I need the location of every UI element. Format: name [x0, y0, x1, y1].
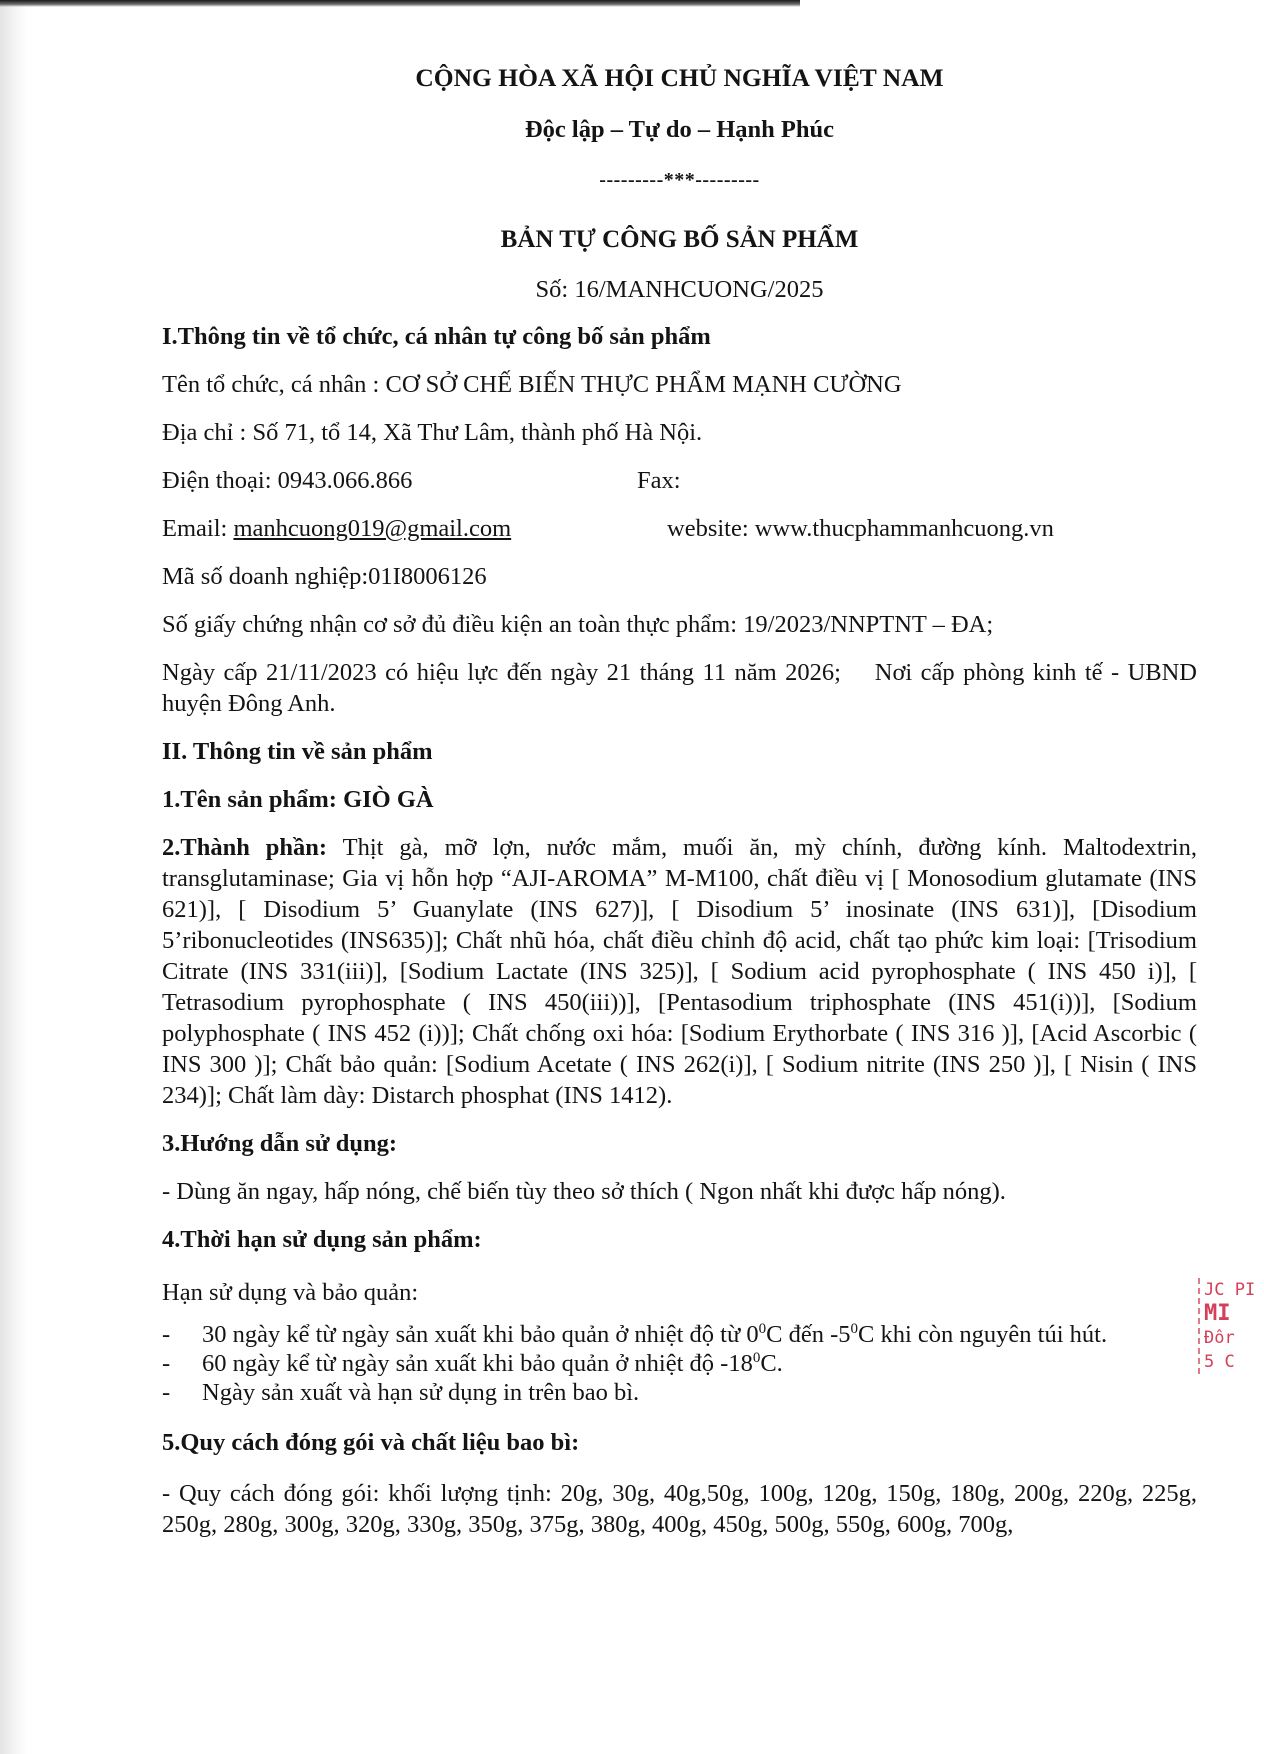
website[interactable]: website: www.thucphammanhcuong.vn — [667, 515, 1054, 542]
dash-marker: - — [162, 1350, 171, 1377]
org-name: Tên tổ chức, cá nhân : CƠ SỞ CHẾ BIẾN THỰC PHẨM MẠNH CƯỜNG — [162, 371, 902, 398]
separator: ---------***--------- — [599, 169, 760, 191]
section1-heading: I.Thông tin về tổ chức, cá nhân tự công bố sản phẩm — [162, 323, 711, 350]
red-stamp-fragment — [1198, 1278, 1264, 1374]
stamp-text: 5 C — [1204, 1352, 1235, 1372]
nation-heading: CỘNG HÒA XÃ HỘI CHỦ NGHĨA VIỆT NAM — [415, 63, 944, 92]
document-title: BẢN TỰ CÔNG BỐ SẢN PHẨM — [500, 226, 859, 253]
list-item — [162, 1349, 1197, 1378]
list-item — [162, 1378, 1197, 1407]
shelf-life-heading: 4.Thời hạn sử dụng sản phẩm: — [162, 1226, 482, 1253]
item-text: C. — [760, 1350, 783, 1377]
dash-marker: - — [162, 1321, 171, 1348]
product-name: 1.Tên sản phẩm: GIÒ GÀ — [162, 786, 434, 813]
phone: Điện thoại: 0943.066.866 — [162, 467, 413, 494]
stamp-text: Đôr — [1204, 1328, 1235, 1348]
item-text: C đến -5 — [766, 1321, 851, 1348]
packaging-text: - Quy cách đóng gói: khối lượng tịnh: 20g, 30g, 40g,50g, 100g, 120g, 150g, 180g, 200g, 220g, 225g, 250g, 280g, 300g, 320g, 330g, 350g, 375g, 380g, 400g, 450g, 500g, 550g, 600g, 700g, — [162, 1480, 1197, 1538]
document-number: Số: 16/MANHCUONG/2025 — [535, 276, 824, 303]
degree-sup: 0 — [752, 1349, 761, 1366]
degree-sup: 0 — [850, 1320, 859, 1337]
issue-date: Ngày cấp 21/11/2023 có hiệu lực đến ngày 21 tháng 11 năm 2026; Nơi cấp phòng kinh tế - UBND huyện Đông Anh. — [162, 659, 1204, 717]
email-line — [162, 513, 667, 544]
address: Địa chỉ : Số 71, tổ 14, Xã Thư Lâm, thành phố Hà Nội. — [162, 419, 703, 446]
item-text: Ngày sản xuất và hạn sử dụng in trên bao bì. — [202, 1379, 640, 1406]
stamp-text: JC PI — [1204, 1280, 1256, 1300]
motto: Độc lập – Tự do – Hạnh Phúc — [524, 116, 834, 143]
shelf-life-subheading: Hạn sử dụng và bảo quản: — [162, 1279, 419, 1306]
ingredients-text: Thịt gà, mỡ lợn, nước mắm, muối ăn, mỳ chính, đường kính. Maltodextrin, transglutaminase; Gia vị hỗn hợp “AJI-AROMA” M-M100, chất điều vị [ Monosodium glutamate (INS 621)], [ Disodium 5’ Guanylate (INS 627)], [ Disodium 5’ inosinate (INS 631)], [Disodium 5’ribonucleotides (INS635)]; Chất nhũ hóa, chất điều chỉnh độ acid, chất tạo phức kim loại: [Trisodium Citrate (INS 331(iii)], [Sodium Lactate (INS 325)], [ Sodium acid pyrophosphate ( INS 450 i)], [ Tetrasodium pyrophosphate ( INS 450(iii))], [Pentasodium triphosphate (INS 451(i))], [Sodium polyphosphate ( INS 452 (i))]; Chất chống oxi hóa: [Sodium Erythorbate ( INS 316 )], [Acid Ascorbic ( INS 300 )]; Chất bảo quản: [Sodium Acetate ( INS 262(i)], [ Sodium nitrite (INS 250 )], [ Nisin ( INS 234)]; Chất làm dày: Distarch phosphat (INS 1412). — [162, 834, 1197, 1109]
list-item — [162, 1320, 1197, 1349]
scan-shadow-left — [0, 0, 28, 1754]
usage-heading: 3.Hướng dẫn sử dụng: — [162, 1130, 397, 1157]
contact-row-phone — [162, 465, 1197, 496]
ingredients-paragraph — [162, 832, 1197, 1111]
item-text: 30 ngày kể từ ngày sản xuất khi bảo quản ở nhiệt độ từ 0 — [202, 1321, 759, 1348]
certificate: Số giấy chứng nhận cơ sở đủ điều kiện an toàn thực phẩm: 19/2023/NNPTNT – ĐA; — [162, 611, 994, 638]
shelf-life-list — [162, 1320, 1197, 1407]
fax: Fax: — [637, 467, 681, 494]
dash-marker: - — [162, 1379, 171, 1406]
ingredients-label: 2.Thành phần: — [162, 834, 328, 861]
item-text: 60 ngày kể từ ngày sản xuất khi bảo quản ở nhiệt độ -18 — [202, 1350, 753, 1377]
item-text: C khi còn nguyên túi hút. — [858, 1321, 1108, 1348]
usage-text: - Dùng ăn ngay, hấp nóng, chế biến tùy theo sở thích ( Ngon nhất khi được hấp nóng). — [162, 1178, 1006, 1205]
degree-sup: 0 — [758, 1320, 767, 1337]
stamp-text: MI — [1204, 1301, 1231, 1326]
document-page — [162, 56, 1204, 1540]
email-link[interactable]: manhcuong019@gmail.com — [233, 515, 512, 542]
scan-shadow-top — [0, 0, 800, 7]
email-label: Email: — [162, 515, 234, 542]
section2-heading: II. Thông tin về sản phẩm — [162, 738, 433, 765]
business-code: Mã số doanh nghiệp:01I8006126 — [162, 563, 487, 590]
packaging-heading: 5.Quy cách đóng gói và chất liệu bao bì: — [162, 1429, 580, 1456]
contact-row-email — [162, 513, 1197, 544]
